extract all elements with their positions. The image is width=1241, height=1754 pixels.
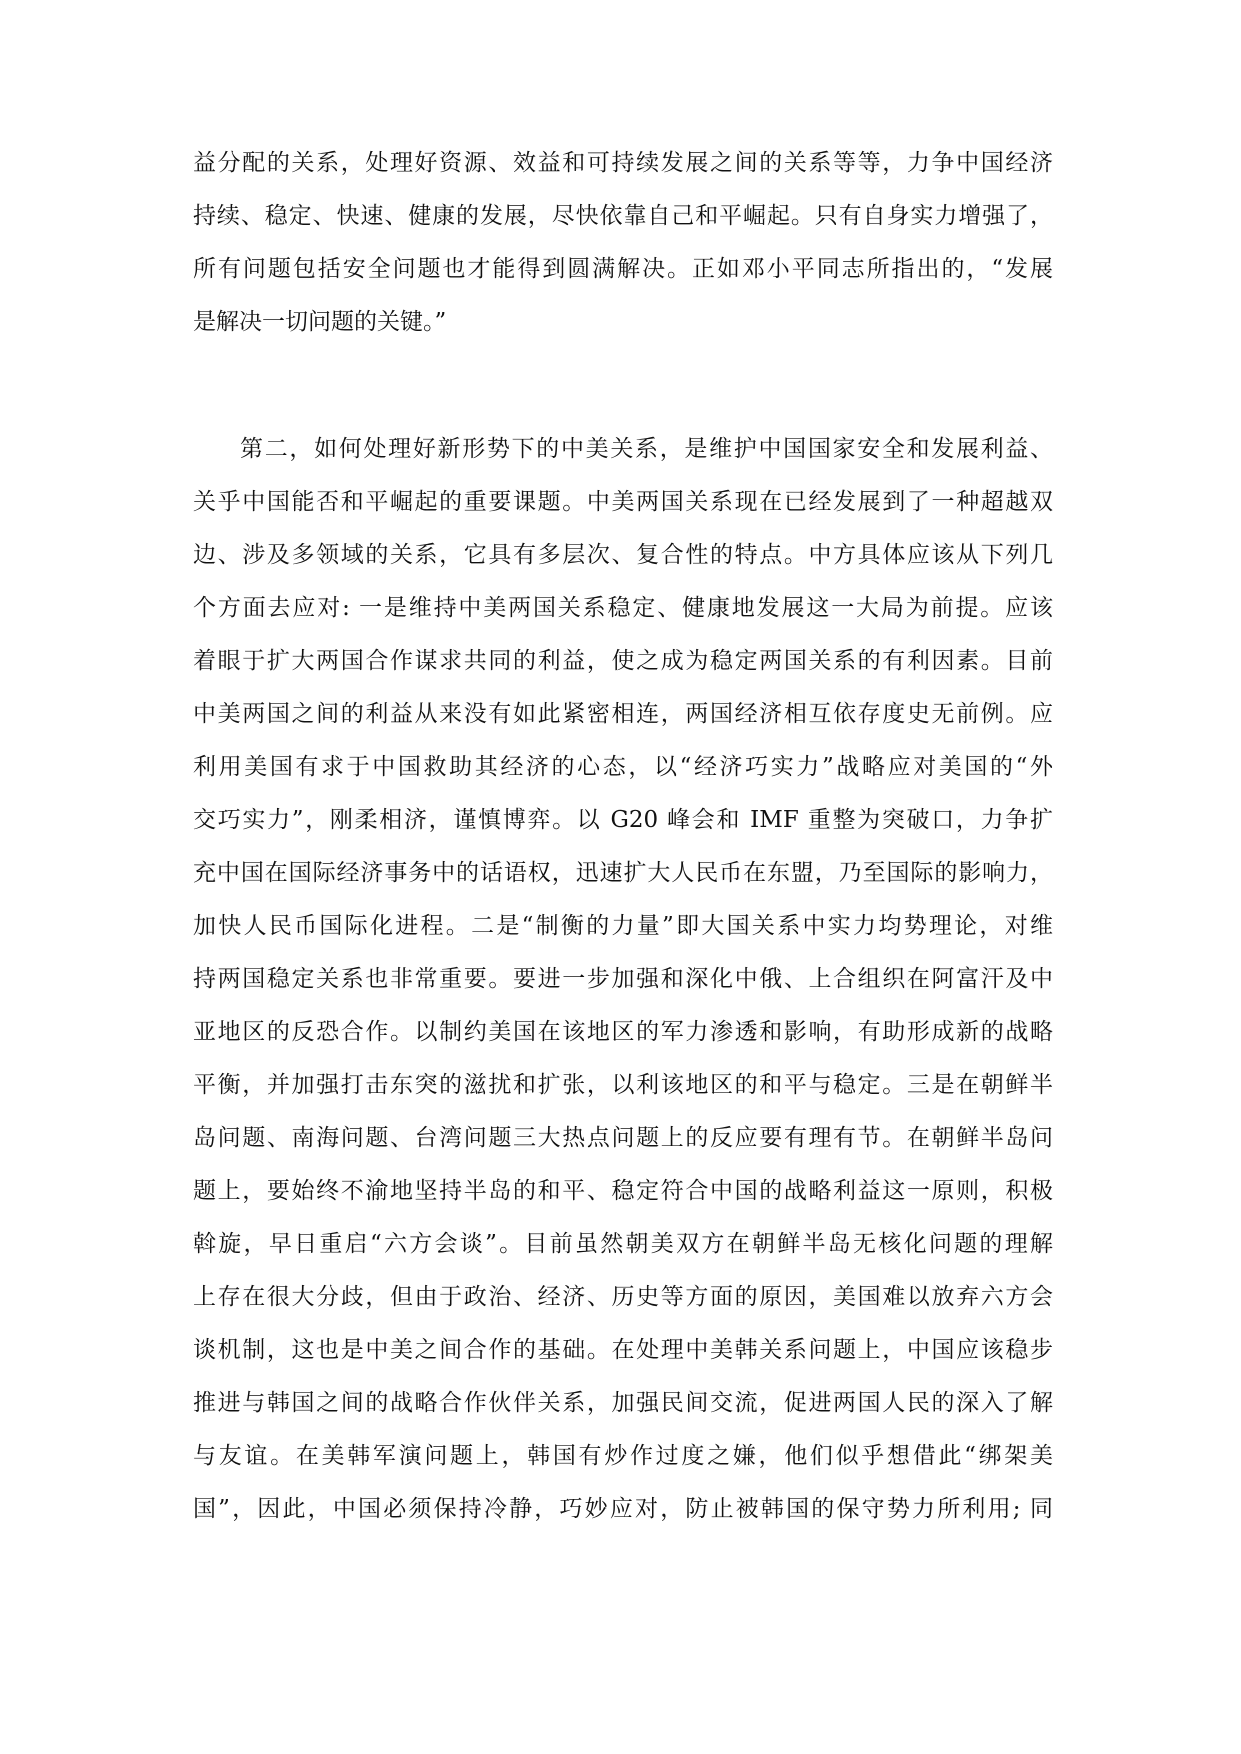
paragraph-2-line-10: 加快人民币国际化进程。二是“制衡的力量”即大国关系中实力均势理论，对维 [193,913,1053,939]
paragraph-2-line-15: 题上，要始终不渝地坚持半岛的和平、稳定符合中国的战略利益这一原则，积极 [193,1178,1053,1204]
paragraph-2-line-17: 上存在很大分歧，但由于政治、经济、历史等方面的原因，美国难以放弃六方会 [193,1284,1053,1310]
paragraph-2-line-21: 国”，因此，中国必须保持冷静，巧妙应对，防止被韩国的保守势力所利用; 同 [193,1496,1053,1522]
paragraph-2-line-19: 推进与韩国之间的战略合作伙伴关系，加强民间交流，促进两国人民的深入了解 [193,1390,1053,1416]
paragraph-2-line-8: 交巧实力”，刚柔相济，谨慎博弈。以 G20 峰会和 IMF 重整为突破口，力争扩 [193,807,1053,833]
paragraph-2-line-1: 第二，如何处理好新形势下的中美关系，是维护中国国家安全和发展利益、 [240,436,1053,462]
paragraph-2-line-14: 岛问题、南海问题、台湾问题三大热点问题上的反应要有理有节。在朝鲜半岛问 [193,1125,1053,1151]
paragraph-2-line-16: 斡旋，早日重启“六方会谈”。目前虽然朝美双方在朝鲜半岛无核化问题的理解 [193,1231,1053,1257]
paragraph-2-line-2: 关乎中国能否和平崛起的重要课题。中美两国关系现在已经发展到了一种超越双 [193,489,1053,515]
paragraph-2-line-13: 平衡，并加强打击东突的滋扰和扩张，以利该地区的和平与稳定。三是在朝鲜半 [193,1072,1053,1098]
paragraph-2-line-9: 充中国在国际经济事务中的话语权，迅速扩大人民币在东盟，乃至国际的影响力， [193,860,1053,886]
paragraph-2-line-7: 利用美国有求于中国救助其经济的心态，以“经济巧实力”战略应对美国的“外 [193,754,1053,780]
paragraph-2-line-4: 个方面去应对: 一是维持中美两国关系稳定、健康地发展这一大局为前提。应该 [193,595,1053,621]
paragraph-1-line-1: 益分配的关系，处理好资源、效益和可持续发展之间的关系等等，力争中国经济 [193,150,1053,176]
paragraph-2-line-12: 亚地区的反恐合作。以制约美国在该地区的军力渗透和影响，有助形成新的战略 [193,1019,1053,1045]
paragraph-2-line-11: 持两国稳定关系也非常重要。要进一步加强和深化中俄、上合组织在阿富汗及中 [193,966,1053,992]
paragraph-2-line-20: 与友谊。在美韩军演问题上，韩国有炒作过度之嫌，他们似乎想借此“绑架美 [193,1443,1053,1469]
paragraph-2-line-6: 中美两国之间的利益从来没有如此紧密相连，两国经济相互依存度史无前例。应 [193,701,1053,727]
paragraph-2-line-5: 着眼于扩大两国合作谋求共同的利益，使之成为稳定两国关系的有利因素。目前 [193,648,1053,674]
paragraph-1-line-3: 所有问题包括安全问题也才能得到圆满解决。正如邓小平同志所指出的，“发展 [193,256,1053,282]
paragraph-2-line-18: 谈机制，这也是中美之间合作的基础。在处理中美韩关系问题上，中国应该稳步 [193,1337,1053,1363]
paragraph-2-line-3: 边、涉及多领域的关系，它具有多层次、复合性的特点。中方具体应该从下列几 [193,542,1053,568]
paragraph-1-line-2: 持续、稳定、快速、健康的发展，尽快依靠自己和平崛起。只有自身实力增强了， [193,203,1053,229]
paragraph-1-line-4: 是解决一切问题的关键。” [193,309,447,335]
